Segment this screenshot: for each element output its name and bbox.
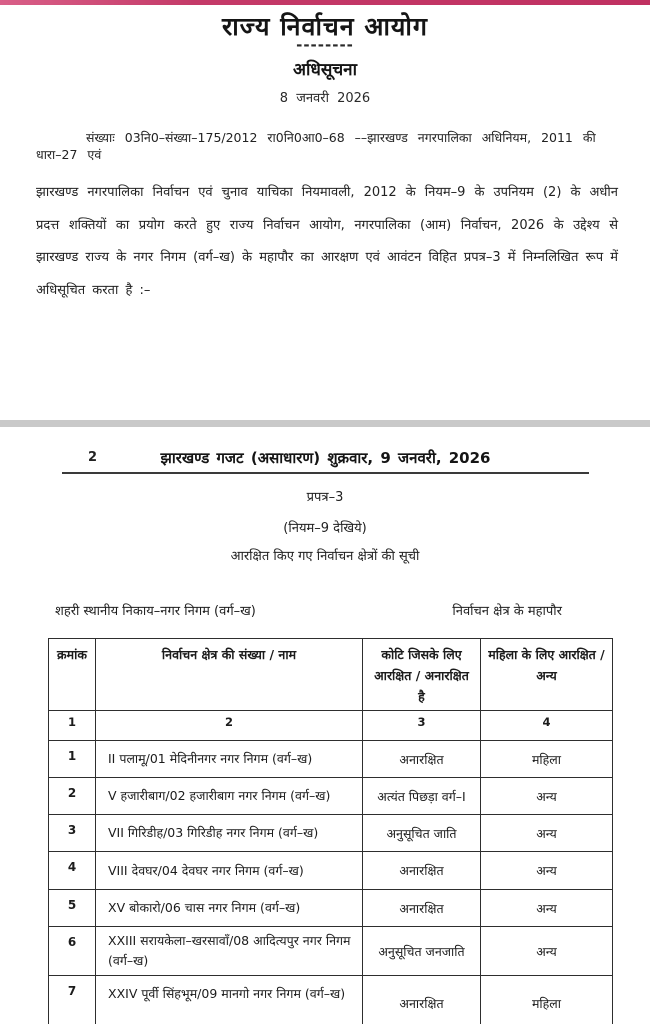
page-divider — [0, 420, 650, 427]
table-cell-category: अनारक्षित — [363, 741, 481, 778]
table-cell-constituency: II पलामू/01 मेदिनीनगर नगर निगम (वर्ग–ख) — [96, 741, 363, 778]
table-row — [49, 778, 613, 815]
table-cell-category: अत्यंत पिछड़ा वर्ग–I — [363, 778, 481, 815]
table-row — [49, 852, 613, 890]
reference-number-line: संख्याः 03नि0–संख्या–175/2012 रा0नि0आ0–68 ––झारखण्ड नगरपालिका अधिनियम, 2011 की धारा–27 एवं — [36, 130, 596, 162]
column-number: 2 — [96, 711, 363, 741]
column-number: 4 — [481, 711, 613, 741]
table-cell-serial: 5 — [49, 890, 96, 927]
table-cell-category: अनारक्षित — [363, 890, 481, 927]
separator-dashes: -------- — [296, 36, 354, 54]
reservation-table — [48, 638, 613, 1024]
constituency-label: निर्वाचन क्षेत्र के महापौर — [452, 604, 562, 619]
table-cell-serial: 6 — [49, 927, 96, 976]
table-cell-category: अनारक्षित — [363, 852, 481, 890]
table-row — [49, 815, 613, 852]
table-cell-category: अनुसूचित जनजाति — [363, 927, 481, 976]
table-cell-women: महिला — [481, 741, 613, 778]
table-cell-category: अनुसूचित जाति — [363, 815, 481, 852]
page-number: 2 — [88, 450, 98, 465]
table-cell-women: अन्य — [481, 890, 613, 927]
table-cell-constituency: V हजारीबाग/02 हजारीबाग नगर निगम (वर्ग–ख) — [96, 778, 363, 815]
column-number-row — [49, 711, 613, 741]
form-number-label: प्रपत्र–3 — [306, 490, 344, 505]
column-number: 1 — [49, 711, 96, 741]
notification-heading: अधिसूचना — [293, 60, 357, 80]
table-cell-women: अन्य — [481, 927, 613, 976]
table-cell-serial: 4 — [49, 852, 96, 890]
table-cell-constituency: XXIV पूर्वी सिंहभूम/09 मानगो नगर निगम (वर्ग–ख) — [96, 976, 363, 1024]
gazette-header — [62, 448, 589, 474]
table-row — [49, 741, 613, 778]
table-row — [49, 976, 613, 1024]
table-cell-category: अनारक्षित — [363, 976, 481, 1024]
commission-title: राज्य निर्वाचन आयोग — [222, 12, 428, 41]
notification-paragraph: झारखण्ड नगरपालिका निर्वाचन एवं चुनाव याचिका नियमावली, 2012 के नियम–9 के उपनियम (2) के अधीन प्रदत्त शक्तियों का प्रयोग करते हुए राज्य निर्वाचन आयोग, नगरपालिका (आम) निर्वाचन, 2026 के उद्देश्य से झारखण्ड राज्य के नगर निगम (वर्ग–ख) के महापौर का आरक्षण एवं आवंटन विहित प्रपत्र–3 में निम्नलिखित रूप में अधिसूचित करता है :– — [36, 185, 618, 298]
table-cell-serial: 2 — [49, 778, 96, 815]
body-type-label: शहरी स्थानीय निकाय–नगर निगम (वर्ग–ख) — [55, 604, 256, 619]
column-header-category: कोटि जिसके लिए आरक्षित / अनारक्षित है — [363, 639, 481, 711]
table-cell-constituency: XV बोकारो/06 चास नगर निगम (वर्ग–ख) — [96, 890, 363, 927]
notification-date: 8 जनवरी 2026 — [279, 91, 371, 106]
column-header-constituency: निर्वाचन क्षेत्र की संख्या / नाम — [96, 639, 363, 711]
rule-reference: (नियम–9 देखिये) — [283, 521, 367, 536]
column-number: 3 — [363, 711, 481, 741]
table-cell-serial: 7 — [49, 976, 96, 1024]
table-cell-constituency: XXIII सरायकेला–खरसावाँ/08 आदित्यपुर नगर निगम (वर्ग–ख) — [96, 927, 363, 976]
table-header-row — [49, 639, 613, 711]
table-cell-constituency: VIII देवघर/04 देवघर नगर निगम (वर्ग–ख) — [96, 852, 363, 890]
gazette-title: झारखण्ड गजट (असाधारण) शुक्रवार, 9 जनवरी, 2026 — [160, 449, 491, 467]
table-row — [49, 890, 613, 927]
table-cell-women: महिला — [481, 976, 613, 1024]
top-accent-bar — [0, 0, 650, 5]
table-cell-serial: 3 — [49, 815, 96, 852]
table-cell-women: अन्य — [481, 815, 613, 852]
column-header-serial: क्रमांक — [49, 639, 96, 711]
table-cell-constituency: VII गिरिडीह/03 गिरिडीह नगर निगम (वर्ग–ख) — [96, 815, 363, 852]
table-cell-women: अन्य — [481, 778, 613, 815]
table-cell-serial: 1 — [49, 741, 96, 778]
list-title: आरक्षित किए गए निर्वाचन क्षेत्रों की सूची — [230, 549, 420, 564]
table-row — [49, 927, 613, 976]
column-header-women: महिला के लिए आरक्षित / अन्य — [481, 639, 613, 711]
table-cell-women: अन्य — [481, 852, 613, 890]
